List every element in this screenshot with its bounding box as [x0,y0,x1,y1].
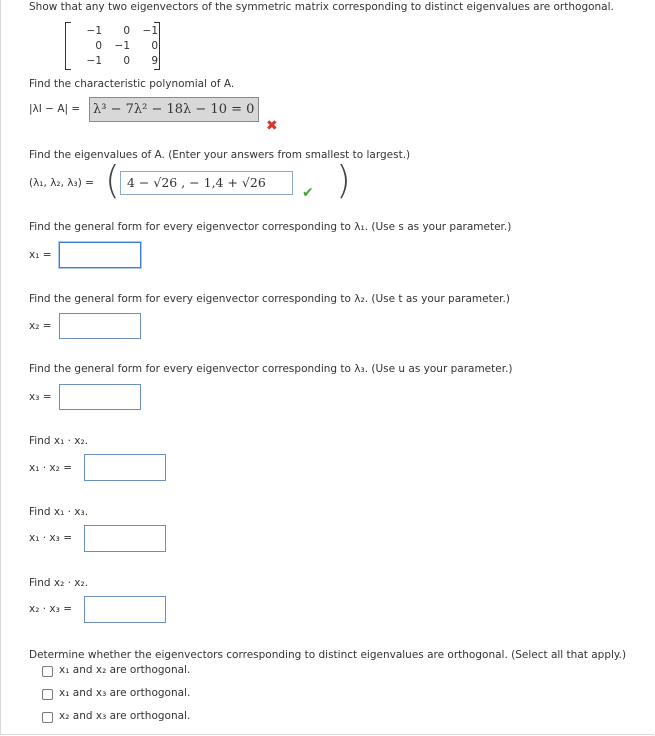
matrix-cell: 9 [151,54,158,67]
matrix-cell: 0 [95,39,102,52]
matrix-cell: 0 [123,24,130,37]
correct-icon: ✔ [302,185,314,201]
eigenvector-1-input[interactable] [59,242,141,268]
matrix-cell: −1 [142,24,158,37]
char-poly-label: |λI − A| = [29,103,81,115]
eigenvalues-answer-box[interactable] [120,171,293,195]
matrix-cell: −1 [114,39,130,52]
char-poly-answer-box[interactable] [89,97,259,122]
matrix-cell: 0 [151,39,158,52]
dot-1-input[interactable] [84,454,166,481]
dot-1-label: x₁ · x₂ = [29,462,72,474]
matrix-cell: −1 [86,54,102,67]
eigenvector-3-instruction: Find the general form for every eigenvector corresponding to λ₃. (Use u as your parameter.) [29,363,513,375]
eigenvector-2-input[interactable] [59,313,141,339]
dot-2-label: x₁ · x₃ = [29,532,72,544]
dot-3-instruction: Find x₂ · x₂. [29,577,89,589]
dot-2-input[interactable] [84,525,166,552]
dot-2-instruction: Find x₁ · x₃. [29,506,89,518]
question-intro: Show that any two eigenvectors of the symmetric matrix corresponding to distinct eigenvalues are orthogonal. [29,1,614,13]
option-2-checkbox[interactable] [42,689,53,700]
eigenvector-1-instruction: Find the general form for every eigenvector corresponding to λ₁. (Use s as your parameter.) [29,221,512,233]
option-2-label[interactable]: x₁ and x₃ are orthogonal. [59,687,191,699]
right-paren-icon: ) [336,158,351,202]
option-3-label[interactable]: x₂ and x₃ are orthogonal. [59,710,191,722]
incorrect-icon: ✖ [266,118,278,134]
eigenvector-2-instruction: Find the general form for every eigenvector corresponding to λ₂. (Use t as your parameter.) [29,293,510,305]
eigenvector-3-input[interactable] [59,384,141,410]
matrix-cell: 0 [123,54,130,67]
char-poly-answer: λ³ − 7λ² − 18λ − 10 = 0 [93,102,255,117]
dot-3-input[interactable] [84,596,166,623]
option-3-checkbox[interactable] [42,712,53,723]
eigenvector-1-label: x₁ = [29,249,52,261]
eigenvalues-label: (λ₁, λ₂, λ₃) = [29,177,94,189]
eigenvector-2-label: x₂ = [29,320,52,332]
eigenvalues-instruction: Find the eigenvalues of A. (Enter your answers from smallest to largest.) [29,149,411,161]
eigenvalues-answer: 4 − √26 , − 1,4 + √26 [127,175,266,190]
dot-1-instruction: Find x₁ · x₂. [29,435,89,447]
left-paren-icon: ( [105,158,120,202]
matrix-cell: −1 [86,24,102,37]
dot-3-label: x₂ · x₃ = [29,603,72,615]
option-1-label[interactable]: x₁ and x₂ are orthogonal. [59,664,191,676]
matrix-left-bracket [65,22,71,70]
option-1-checkbox[interactable] [42,666,53,677]
char-poly-instruction: Find the characteristic polynomial of A. [29,78,235,90]
eigenvector-3-label: x₃ = [29,391,52,403]
matrix-a [65,22,160,69]
orthogonality-instruction: Determine whether the eigenvectors corresponding to distinct eigenvalues are orthogonal. (Select all that apply.) [29,649,627,661]
